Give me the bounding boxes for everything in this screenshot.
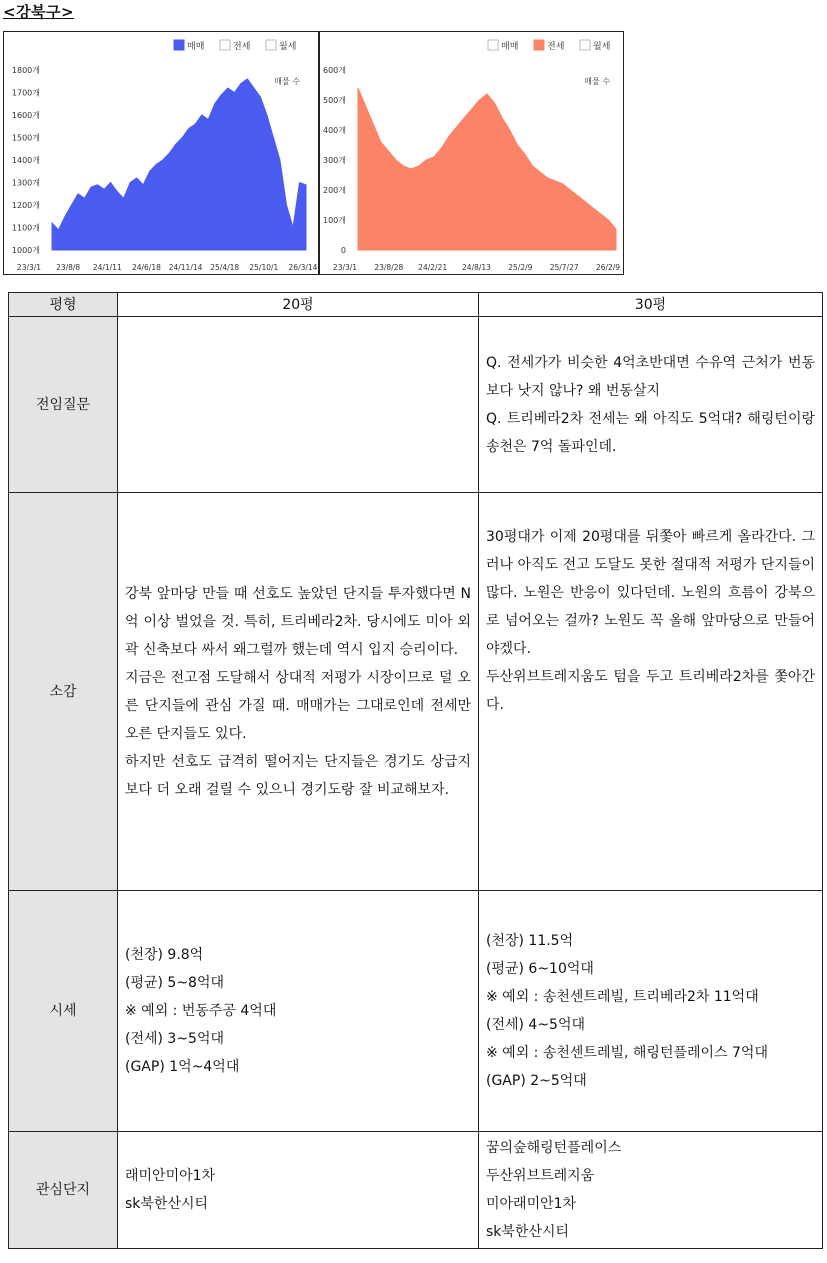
x-tick-label: 25/10/1 <box>249 263 279 272</box>
x-tick-label: 25/7/27 <box>549 263 579 272</box>
y-tick-label: 1100개 <box>11 223 40 233</box>
impression-paragraph: 30평대가 이제 20평대를 뒤쫓아 빠르게 올라간다. 그러나 아직도 전고 도달도 못한 절대적 저평가 단지들이 많다. 노원은 반응이 있다던데. 노원의 흐름이 강북으로 넘어오는 걸까? 노원도 꼭 올해 앞마당으로 만들어야겠다. <box>486 529 815 657</box>
legend-label: 전세 <box>233 42 251 52</box>
legend-label: 월세 <box>279 42 297 52</box>
price-line: ※ 예외 : 번동주공 4억대 <box>125 1003 277 1019</box>
table-header-row <box>9 293 823 317</box>
table-row-prices <box>9 891 823 1132</box>
y-tick-label: 0 <box>340 246 346 255</box>
y-tick-label: 1200개 <box>11 201 40 210</box>
y-tick-label: 100개 <box>323 216 346 225</box>
legend-swatch <box>488 40 498 50</box>
cell-complexes-20 <box>118 1132 479 1249</box>
y-tick-label: 400개 <box>323 126 346 135</box>
page-heading: <강북구> <box>3 3 75 21</box>
complex-name: 미아래미안1차 <box>486 1196 577 1212</box>
impression-paragraph: 지금은 전고점 도달해서 상대적 저평가 시장이므로 덜 오른 단지들에 관심 가질 때. 매매가는 그대로인데 전세만 오른 단지들도 있다. <box>125 669 471 742</box>
row-label-prices: 시세 <box>9 891 118 1132</box>
jeonse-listing-chart-svg <box>320 32 623 274</box>
table-row-questions <box>9 317 823 493</box>
sale-listing-chart <box>3 31 319 275</box>
x-tick-label: 26/2/9 <box>595 263 621 272</box>
y-tick-label: 200개 <box>323 186 346 195</box>
price-line: ※ 예외 : 송천센트레빌, 해링턴플레이스 7억대 <box>486 1045 768 1061</box>
price-line: (천장) 9.8억 <box>125 947 204 963</box>
price-line: (GAP) 2~5억대 <box>486 1073 587 1089</box>
complex-name: 두산위브트레지움 <box>486 1168 595 1184</box>
series-area-매매 <box>52 79 306 250</box>
legend-label: 매매 <box>501 42 519 52</box>
row-label-impressions: 소감 <box>9 493 118 891</box>
x-tick-label: 23/8/8 <box>56 263 81 272</box>
impression-paragraph: 강북 앞마당 만들 때 선호도 높았던 단지들 투자했다면 N억 이상 벌었을 것. 특히, 트리베라2차. 당시에도 미아 외곽 신축보다 싸서 왜그럴까 했는데 역시 입지 승리이다. <box>125 585 471 658</box>
cell-prices-20 <box>118 891 479 1132</box>
y-tick-label: 600개 <box>323 66 346 75</box>
jeonse-listing-chart <box>319 31 624 275</box>
y-tick-label: 1400개 <box>11 156 40 165</box>
legend-label: 전세 <box>547 42 565 52</box>
sale-listing-chart-svg <box>4 32 318 274</box>
legend-label: 매매 <box>187 42 205 52</box>
legend-swatch <box>220 40 230 50</box>
x-tick-label: 23/3/1 <box>332 263 358 272</box>
impression-paragraph: 두산위브트레지움도 텀을 두고 트리베라2차를 쫓아간다. <box>486 669 815 713</box>
legend-swatch <box>534 40 544 50</box>
row-label-questions: 전임질문 <box>9 317 118 493</box>
complex-name: sk북한산시티 <box>486 1224 570 1240</box>
cell-questions-30 <box>479 317 823 493</box>
row-label-complexes: 관심단지 <box>9 1132 118 1249</box>
legend-label: 월세 <box>593 42 611 52</box>
table-row-impressions <box>9 493 823 891</box>
cell-prices-30 <box>479 891 823 1132</box>
price-line: ※ 예외 : 송천센트레빌, 트리베라2차 11억대 <box>486 989 759 1005</box>
x-tick-label: 26/3/14 <box>288 263 318 272</box>
complex-name: 래미안미아1차 <box>125 1168 216 1184</box>
y-tick-label: 1000개 <box>11 246 40 255</box>
question-line: Q. 전세가가 비슷한 4억초반대면 수유역 근처가 번동보다 낫지 않나? 왜 번동살지 <box>486 354 815 399</box>
impression-paragraph: 하지만 선호도 급격히 떨어지는 단지들은 경기도 상급지보다 더 오래 걸릴 수 있으니 경기도랑 잘 비교해보자. <box>125 753 471 798</box>
x-tick-label: 24/8/13 <box>462 263 491 272</box>
y-tick-label: 1700개 <box>11 88 40 98</box>
x-tick-label: 24/1/11 <box>92 263 122 272</box>
cell-impressions-30 <box>479 493 823 891</box>
header-20py: 20평 <box>118 293 479 317</box>
series-area-전세 <box>358 88 616 250</box>
x-tick-label: 25/2/9 <box>508 263 533 272</box>
unit-note: 매물 수 <box>584 77 610 86</box>
y-tick-label: 1300개 <box>11 178 40 188</box>
header-size: 평형 <box>9 293 118 317</box>
unit-note: 매물 수 <box>274 77 300 86</box>
x-tick-label: 23/3/1 <box>16 263 42 272</box>
y-tick-label: 1600개 <box>11 111 40 120</box>
cell-questions-20 <box>118 317 479 493</box>
x-tick-label: 25/4/18 <box>210 263 240 272</box>
legend-swatch <box>266 40 276 50</box>
question-line: Q. 트리베라2차 전세는 왜 아직도 5억대? 해링턴이랑 송천은 7억 돌파인데. <box>486 410 815 455</box>
legend-swatch <box>580 40 590 50</box>
cell-impressions-20 <box>118 493 479 891</box>
x-tick-label: 24/2/21 <box>418 263 448 272</box>
header-30py: 30평 <box>479 293 823 317</box>
price-line: (전세) 3~5억대 <box>125 1031 225 1047</box>
price-line: (평균) 6~10억대 <box>486 961 594 977</box>
summary-table <box>8 292 823 1249</box>
x-tick-label: 24/11/14 <box>168 263 203 272</box>
y-tick-label: 500개 <box>323 96 346 105</box>
y-tick-label: 300개 <box>323 156 346 165</box>
y-tick-label: 1800개 <box>11 66 40 75</box>
price-line: (천장) 11.5억 <box>486 933 574 949</box>
x-tick-label: 24/6/18 <box>131 263 161 272</box>
x-tick-label: 23/8/28 <box>374 263 404 272</box>
cell-complexes-30 <box>479 1132 823 1249</box>
complex-name: sk북한산시티 <box>125 1196 209 1212</box>
y-tick-label: 1500개 <box>11 133 40 143</box>
price-line: (GAP) 1억~4억대 <box>125 1059 240 1075</box>
legend-swatch <box>174 40 184 50</box>
price-line: (전세) 4~5억대 <box>486 1017 586 1033</box>
price-line: (평균) 5~8억대 <box>125 975 225 991</box>
table-row-complexes <box>9 1132 823 1249</box>
complex-name: 꿈의숲해링턴플레이스 <box>486 1140 622 1156</box>
